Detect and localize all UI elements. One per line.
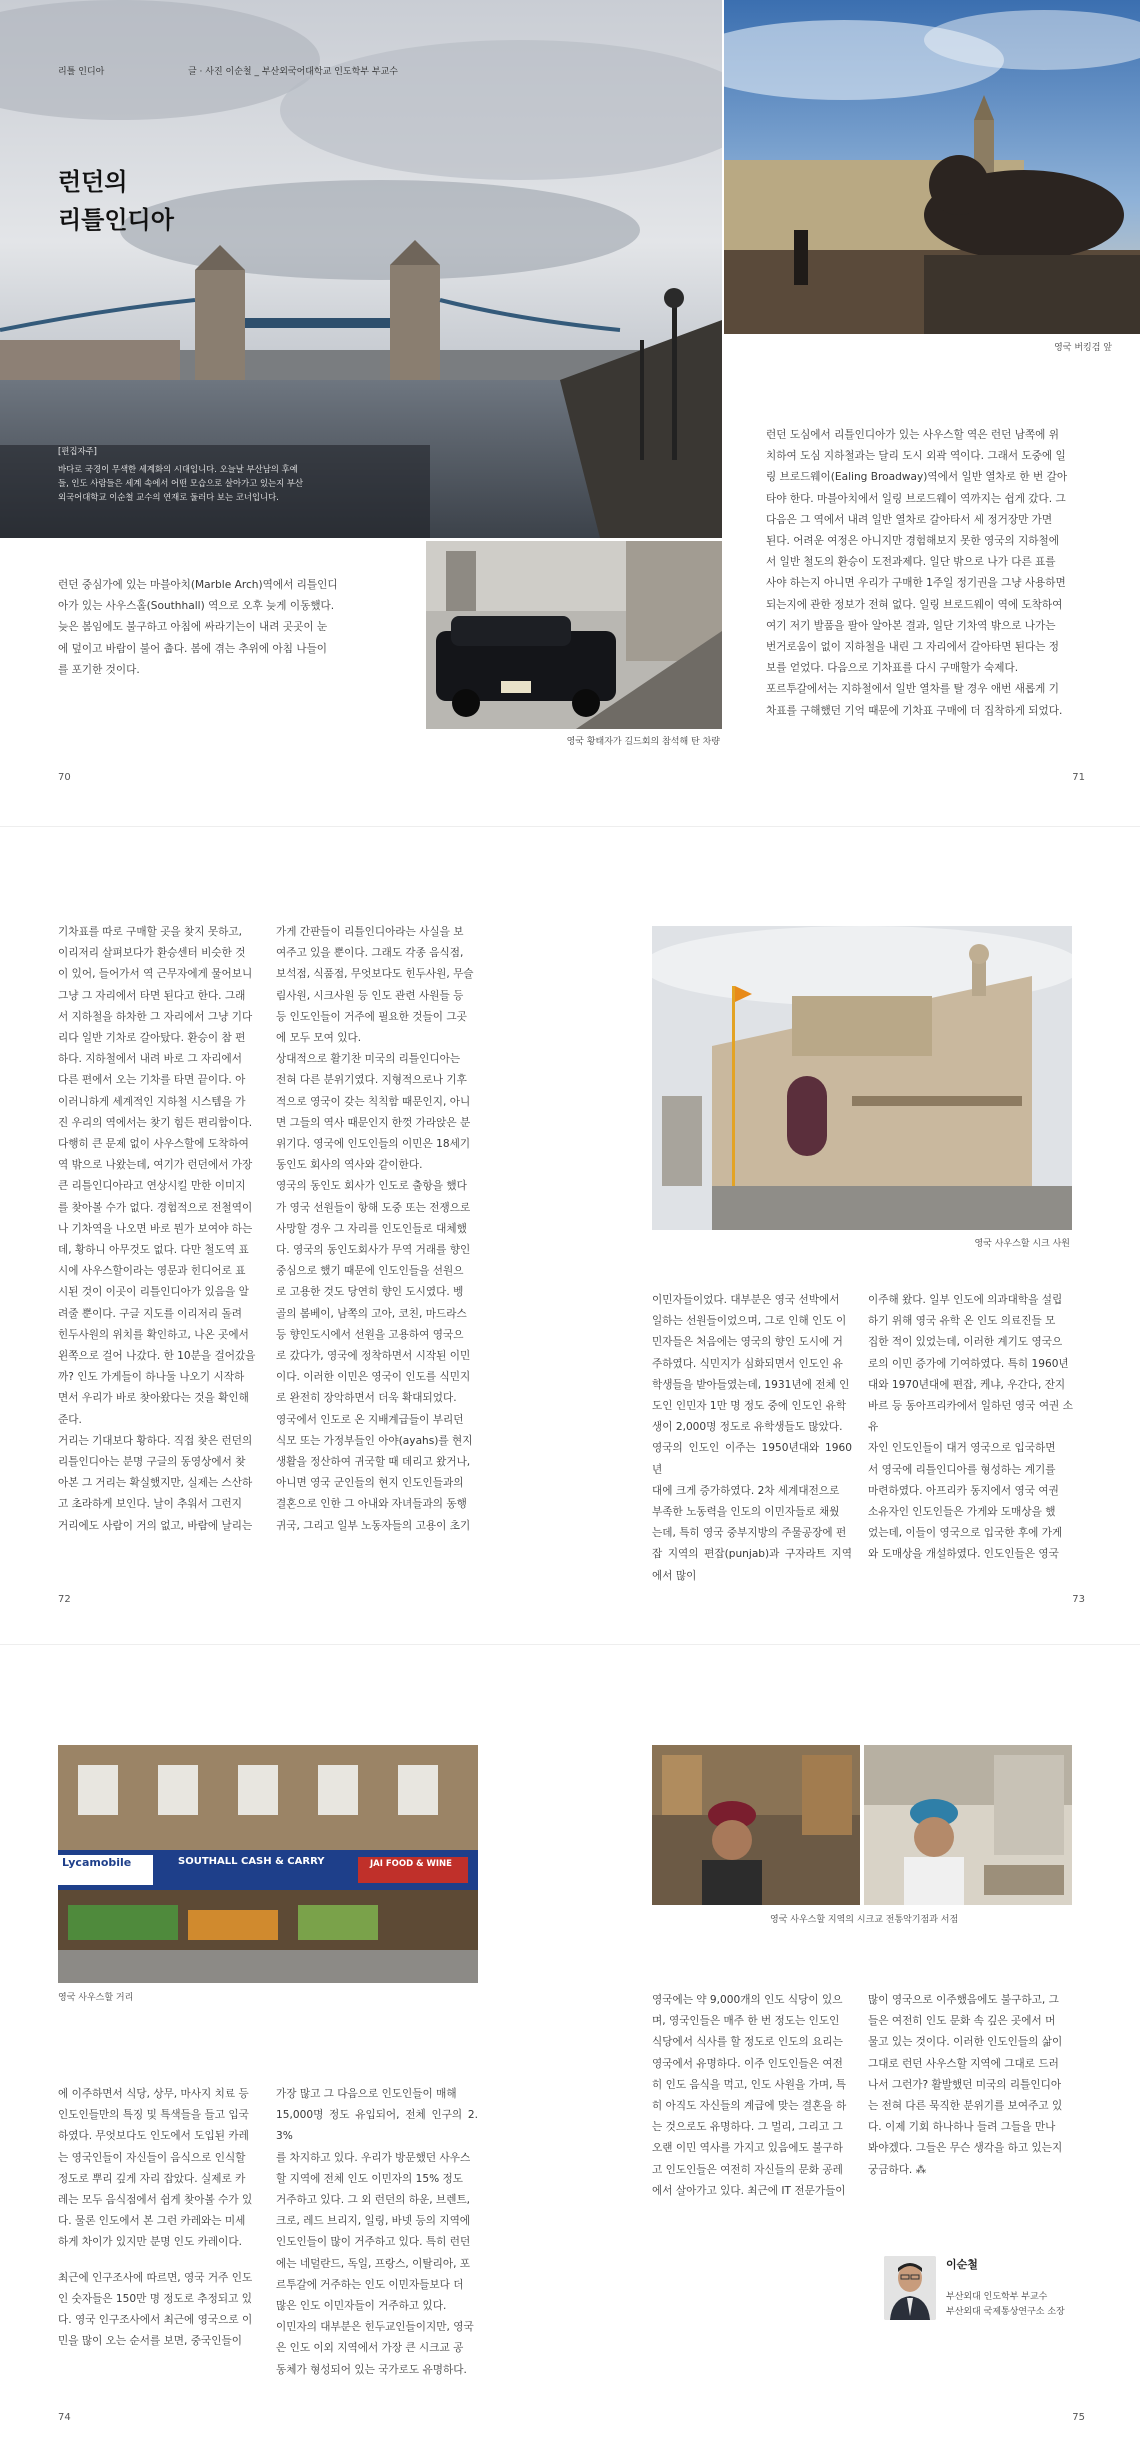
text-line: 면 그들의 역사 때문인지 한껏 가라앉은 분 <box>276 1116 471 1129</box>
text-line: 나 기차역을 나오면 바로 뭔가 보여야 하는 <box>58 1222 253 1235</box>
text-line: 물고 있는 것이다. 이러한 인도인들의 삶이 <box>868 2036 1063 2049</box>
section-label: 리틀 인디아 <box>58 67 105 77</box>
text-line: 다른 편에서 오는 기차를 타면 끝이다. 아 <box>58 1074 246 1087</box>
text-line: 여기 저기 발품을 팔아 알아본 결과, 일단 기차역 밖으로 나가는 <box>766 619 1056 632</box>
text-line: 에 모두 모여 있다. <box>276 1032 362 1045</box>
text-line: 나서 그런가? 활발했던 미국의 리틀인디아 <box>868 2078 1062 2091</box>
text-line: 아본 그 거리는 확실했지만, 실제는 스산하 <box>58 1477 253 1490</box>
text-line: 다행히 큰 문제 없이 사우스할에 도착하여 <box>58 1138 249 1151</box>
text-line: 오랜 이민 역사를 가지고 있음에도 불구하 <box>652 2142 843 2155</box>
text-line: 집한 적이 있었는데, 이러한 계기도 영국으 <box>868 1336 1063 1349</box>
text-line: 히 인도 음식을 먹고, 인도 사원을 가며, 특 <box>652 2078 847 2091</box>
spread1-left-text <box>58 575 350 681</box>
text-line: 도인 인민자 1만 명 정도 중에 인도인 유학 <box>652 1400 847 1413</box>
text-line: 된다. 어려운 여정은 아니지만 경험해보지 못한 영국의 지하철에 <box>766 535 1060 548</box>
text-line: 가장 많고 그 다음으로 인도인들이 매해 <box>276 2088 457 2100</box>
text-line: 와 도매상을 개설하였다. 인도인들은 영국 <box>868 1548 1059 1561</box>
text-line: 다음은 그 역에서 내려 일반 열차로 갈아타서 세 정거장만 가면 <box>766 513 1053 526</box>
trafalgar-lion-photo <box>724 0 1140 334</box>
text-line: 치하여 도심 지하철과는 달리 도시 외곽 역이다. 그래서 도중에 일 <box>766 450 1066 463</box>
text-line: 그대로 런던 사우스할 지역에 그대로 드러 <box>868 2057 1059 2070</box>
text-line: 대와 1970년대에 편잡, 케냐, 우간다, 잔지 <box>868 1378 1066 1391</box>
text-line: 기차표를 따로 구매할 곳을 찾지 못하고, <box>58 926 242 938</box>
text-line: 히 아직도 자신들의 계급에 맞는 결혼을 하 <box>652 2100 847 2113</box>
text-line: 왼쪽으로 걸어 나갔다. 한 10분을 걸어갔을 <box>58 1350 256 1363</box>
text-line: 민을 많이 오는 순서를 보면, 중국인들이 <box>58 2335 242 2348</box>
text-line: 에 덮이고 바람이 불어 춥다. 봄에 겪는 추위에 아침 나들이 <box>58 642 328 655</box>
text-line: 생활을 정산하여 귀국할 때 데리고 왔거나, <box>276 1456 471 1469</box>
spread3-col1 <box>58 2084 258 2352</box>
text-line: 대에 크게 증가하였다. 2차 세계대전으로 <box>652 1484 840 1497</box>
spread2-col3 <box>652 1290 852 1587</box>
text-line: 은 인도 이외 지역에서 가장 큰 시크교 공 <box>276 2342 464 2355</box>
text-line: 많이 영국으로 이주했음에도 불구하고, 그 <box>868 1994 1059 2006</box>
street-caption: 영국 사우스할 거리 <box>58 1993 134 2003</box>
page-number: 74 <box>58 2412 71 2423</box>
text-line: 영국에서 유명하다. 이주 인도인들은 여전 <box>652 2057 843 2070</box>
shop-caption: 영국 사우스할 지역의 시크교 전통악기점과 서점 <box>770 1915 959 1925</box>
text-line: 적으로 영국이 갖는 칙칙함 때문인지, 아니 <box>276 1095 471 1108</box>
author-name: 이순철 <box>946 2258 978 2271</box>
sign-southall-cash-carry: SOUTHALL CASH & CARRY <box>178 1856 325 1867</box>
text-line: 역 밖으로 나왔는데, 여기가 런던에서 가장 <box>58 1159 253 1172</box>
text-line: 리틀인디아는 분명 구글의 동영상에서 찾 <box>58 1456 246 1469</box>
editor-note-line: 바다로 국경이 무색한 세계화의 시대입니다. 오늘날 부산남의 후예 <box>58 464 298 474</box>
text-line: 등 인도인들이 거주에 필요한 것들이 그곳 <box>276 1010 467 1023</box>
text-line: 사망할 경우 그 자리를 인도인들로 대체했 <box>276 1222 467 1235</box>
text-line: 에는 네덜란드, 독일, 프랑스, 이탈리아, 포 <box>276 2257 471 2270</box>
text-line: 르투갈에 거주하는 인도 이민자들보다 더 <box>276 2278 464 2291</box>
author-line: 부산외대 국제통상연구소 소장 <box>946 2307 1065 2317</box>
spread3-col2 <box>276 2084 478 2381</box>
editor-note <box>58 444 348 504</box>
text-line: 서 일반 철도의 환승이 도전과제다. 일단 밖으로 나가 다른 표를 <box>766 556 1056 569</box>
rolls-royce-photo <box>426 541 722 729</box>
text-line: 로 고용한 것도 당연히 향인 도시였다. 벵 <box>276 1286 464 1299</box>
text-line: 인도인들만의 특징 및 특색들을 들고 입국 <box>58 2109 249 2122</box>
text-line: 봐야겠다. 그들은 무슨 생각을 하고 있는지 <box>868 2142 1063 2155</box>
spread2-col2 <box>276 922 476 1537</box>
page-number: 73 <box>1072 1594 1085 1605</box>
text-line: 소유자인 인도인들은 가게와 도매상을 했 <box>868 1506 1056 1519</box>
text-line: 최근에 인구조사에 따르면, 영국 거주 인도 <box>58 2271 253 2284</box>
spread2-col1 <box>58 922 258 1537</box>
text-line: 식모 또는 가정부들인 아야(ayahs)를 현지 <box>276 1434 473 1447</box>
editor-note-heading: [편집자주] <box>58 446 97 456</box>
text-line: 다. 이제 기회 하나하나 들려 그들을 만나 <box>868 2121 1056 2134</box>
text-line: 하다. 지하철에서 내려 바로 그 자리에서 <box>58 1053 242 1066</box>
text-line: 차표를 구해했던 기억 때문에 기차표 구매에 더 집착하게 되었다. <box>766 704 1063 717</box>
text-line: 위기다. 영국에 인도인들의 이민은 18세기 <box>276 1138 471 1151</box>
page-number: 71 <box>1072 772 1085 783</box>
text-line: 영국의 인도인 이주는 1950년대와 1960년 <box>652 1442 852 1476</box>
text-line: 하였다. 무엇보다도 인도에서 도입된 카레 <box>58 2130 249 2143</box>
text-line: 이리저리 살펴보다가 환승센터 비슷한 것 <box>58 947 246 960</box>
text-line: 런던 도심에서 리틀인디아가 있는 사우스할 역은 런던 남쪽에 위 <box>766 429 1060 441</box>
text-line: 아가 있는 사우스홀(Southhall) 역으로 오후 늦게 이동했다. <box>58 600 335 613</box>
text-line: 다. 영국의 동인도회사가 무역 거래를 향인 <box>276 1244 471 1257</box>
text-line: 잡 지역의 편잡(punjab)과 구자라트 지역에서 많이 <box>652 1548 852 1582</box>
text-line: 가 영국 선원들이 항해 도중 또는 전쟁으로 <box>276 1201 471 1214</box>
text-line: 마련하였다. 아프리카 동지에서 영국 여권 <box>868 1484 1059 1497</box>
text-line: 영국에는 약 9,000개의 인도 식당이 있으 <box>652 1994 843 2006</box>
text-line: 를 찾아볼 수가 없다. 경험적으로 전철역이 <box>58 1201 253 1214</box>
instrument-shop-photo-1 <box>652 1745 860 1905</box>
text-line: 다. 물론 인도에서 본 그런 카레와는 미세 <box>58 2215 246 2228</box>
text-line: 사야 하는지 아니면 우리가 구매한 1주일 정기권을 그냥 사용하면 <box>766 577 1066 590</box>
text-line: 이민자의 대부분은 힌두교인들이지만, 영국 <box>276 2321 474 2334</box>
text-line: 학생들을 받아들였는데, 1931년에 전체 인 <box>652 1378 850 1391</box>
text-line: 할 지역에 전체 인도 이민자의 15% 정도 <box>276 2172 464 2185</box>
text-line: 었는데, 이들이 영국으로 입국한 후에 가게 <box>868 1527 1063 1540</box>
byline: 글 · 사진 이순철 _ 부산외국어대학교 인도학부 부교수 <box>188 67 398 77</box>
text-line: 는데, 특히 영국 중부지방의 주물공장에 펀 <box>652 1527 847 1540</box>
page-number: 70 <box>58 772 71 783</box>
text-line: 여주고 있을 뿐이다. 그래도 각종 음식점, <box>276 947 464 960</box>
spread-divider <box>0 826 1140 827</box>
spread3-col3 <box>652 1990 852 2202</box>
text-line: 로의 이민 증가에 기여하였다. 특히 1960년 <box>868 1357 1069 1370</box>
text-line: 궁금하다. ⁂ <box>868 2163 927 2176</box>
text-line: 영국에서 인도로 온 지배계급들이 부리던 <box>276 1413 464 1426</box>
text-line: 려줄 뿐이다. 구글 지도를 이리저리 돌려 <box>58 1307 242 1320</box>
text-line: 런던 중심가에 있는 마블아치(Marble Arch)역에서 리틀인디 <box>58 579 338 591</box>
text-line: 가게 간판들이 리틀인디아라는 사실을 보 <box>276 926 464 938</box>
text-line: 결혼으로 인한 그 아내와 자녀들과의 동행 <box>276 1498 467 1511</box>
text-line: 아니면 영국 군인들의 현지 인도인들과의 <box>276 1477 464 1490</box>
text-line: 진 우리의 역에서는 찾기 힘든 편리함이다. <box>58 1116 253 1129</box>
text-line: 동체가 형성되어 있는 국가로도 유명하다. <box>276 2363 467 2376</box>
text-line: 를 포기한 것이다. <box>58 663 140 676</box>
text-line: 거리는 기대보다 황하다. 직접 찾은 런던의 <box>58 1434 253 1447</box>
text-line: 전혀 다른 분위기였다. 지형적으로나 기후 <box>276 1074 467 1087</box>
text-line: 번거로움이 없이 지하철을 내린 그 자리에서 갈아타면 된다는 정 <box>766 641 1060 654</box>
text-line: 까? 인도 가게들이 하나둘 나오기 시작하 <box>58 1371 245 1384</box>
text-line: 중심으로 했기 때문에 인도인들을 선원으 <box>276 1265 464 1278</box>
author-line: 부산외대 인도학부 부교수 <box>946 2292 1048 2302</box>
text-line: 큰 리틀인디아라고 연상시킬 만한 이미지 <box>58 1180 246 1193</box>
car-caption: 영국 황태자가 길드회의 참석해 탄 차량 <box>566 737 720 747</box>
text-line: 이러니하게 세계적인 지하철 시스템을 가 <box>58 1095 246 1108</box>
editor-note-line: 들, 인도 사람들은 세계 속에서 어떤 모습으로 살아가고 있는지 부산 <box>58 478 304 488</box>
text-line: 늦은 봄임에도 불구하고 아침에 싸라기는이 내려 곳곳이 눈 <box>58 621 328 634</box>
text-line: 에서 살아가고 있다. 최근에 IT 전문가들이 <box>652 2184 846 2197</box>
text-line: 골의 봄베이, 남쪽의 고아, 코친, 마드라스 <box>276 1307 467 1320</box>
spread3-col4 <box>868 1990 1073 2181</box>
text-line: 인도인들이 많이 거주하고 있다. 특히 런던 <box>276 2236 471 2249</box>
spread1-right-text <box>766 425 1096 722</box>
spread2-col4 <box>868 1290 1073 1566</box>
text-line: 로 갔다가, 영국에 정착하면서 시작된 이민 <box>276 1350 471 1363</box>
text-line: 이다. 이러한 이민은 영국이 인도를 식민지 <box>276 1371 471 1384</box>
text-line: 하기 위해 영국 유학 온 인도 의료진들 모 <box>868 1315 1056 1328</box>
text-line: 에 이주하면서 식당, 상무, 마사지 치료 등 <box>58 2088 249 2100</box>
title-line-1: 런던의 <box>58 168 128 196</box>
article-title <box>58 163 174 239</box>
author-affiliation <box>946 2290 1065 2320</box>
text-line: 시에 사우스할이라는 영문과 힌디어로 표 <box>58 1265 246 1278</box>
text-line: 영국의 동인도 회사가 인도로 출항을 했다 <box>276 1180 467 1193</box>
text-line: 포르투갈에서는 지하철에서 일반 열차를 탈 경우 애번 새롭게 기 <box>766 683 1060 696</box>
text-line: 데, 황하니 아무것도 없다. 다만 철도역 표 <box>58 1244 249 1257</box>
text-line: 다. 영국 인구조사에서 최근에 영국으로 이 <box>58 2314 253 2327</box>
text-line: 많은 인도 이민자들이 거주하고 있다. <box>276 2300 447 2313</box>
text-line: 부족한 노동력을 인도의 이민자들로 채웠 <box>652 1506 840 1519</box>
spread-divider <box>0 1644 1140 1645</box>
text-line: 힌두사원의 위치를 확인하고, 나온 곳에서 <box>58 1328 249 1341</box>
text-line: 생이 2,000명 정도로 유학생들도 많았다. <box>652 1421 843 1434</box>
text-line: 시된 것이 이곳이 리틀인디아가 있음을 알 <box>58 1286 249 1299</box>
text-line: 주하였다. 식민지가 심화되면서 인도인 유 <box>652 1357 843 1370</box>
text-line: 준다. <box>58 1413 82 1426</box>
text-line: 타야 한다. 마블아치에서 일링 브로드웨이 역까지는 쉽게 갔다. 그 <box>766 492 1066 505</box>
text-line: 보석점, 식품점, 무엇보다도 힌두사원, 무슬 <box>276 968 474 981</box>
text-line: 거리에도 사람이 거의 없고, 바람에 날리는 <box>58 1519 253 1532</box>
text-line: 거주하고 있다. 그 외 런던의 하운, 브렌트, <box>276 2194 471 2207</box>
text-line: 바르 등 동아프리카에서 일하던 영국 여권 소유 <box>868 1400 1073 1434</box>
editor-note-line: 외국어대학교 이순철 교수의 연재로 둘러다 보는 코너입니다. <box>58 492 279 502</box>
text-line: 는 전혀 다른 묵직한 분위기를 보여주고 있 <box>868 2100 1063 2113</box>
sign-jai-food-wine: JAI FOOD & WINE <box>370 1859 452 1869</box>
sign-lycamobile: Lycamobile <box>62 1856 132 1869</box>
text-line: 인 숫자들은 150만 명 정도로 추정되고 있 <box>58 2292 252 2305</box>
text-line: 되는지에 관한 정보가 전혀 없다. 일링 브로드웨이 역에 도착하여 <box>766 598 1063 611</box>
text-line: 15,000명 정도 유입되어, 전체 인구의 2.3% <box>276 2109 478 2143</box>
text-line: 귀국, 그리고 일부 노동자들의 고용이 초기 <box>276 1519 471 1532</box>
text-line: 를 차지하고 있다. 우리가 방문했던 사우스 <box>276 2151 471 2164</box>
text-line: 상대적으로 활기찬 미국의 리틀인디아는 <box>276 1053 461 1066</box>
page-number: 72 <box>58 1594 71 1605</box>
text-line: 이주해 왔다. 일부 인도에 의과대학을 설립 <box>868 1294 1063 1306</box>
text-line: 림사원, 시크사원 등 인도 관련 사원들 등 <box>276 989 464 1002</box>
text-line: 식당에서 식사를 할 정도로 인도의 요리는 <box>652 2036 843 2049</box>
lion-caption: 영국 버킹검 앞 <box>1054 343 1112 353</box>
text-line: 동인도 회사의 역사와 같이한다. <box>276 1159 423 1172</box>
text-line: 들은 여전히 인도 문화 속 깊은 곳에서 머 <box>868 2015 1056 2028</box>
text-line: 는 것으로도 유명하다. 그 멀리, 그리고 그 <box>652 2121 843 2134</box>
text-line: 며, 영국인들은 매주 한 번 정도는 인도인 <box>652 2015 840 2028</box>
text-line: 링 브로드웨이(Ealing Broadway)역에서 일반 열차로 한 번 갈아 <box>766 471 1068 484</box>
text-line: 그냥 그 자리에서 타면 된다고 한다. 그래 <box>58 989 246 1002</box>
text-line: 보를 얻었다. 다음으로 기차표를 다시 구매할가 숙제다. <box>766 662 1019 675</box>
text-line: 정도로 뿌리 깊게 자리 잡았다. 실제로 카 <box>58 2172 246 2185</box>
text-line: 등 향인도시에서 선원을 고용하여 영국으 <box>276 1328 464 1341</box>
text-line <box>58 2254 258 2268</box>
text-line: 고 인도인들은 여전히 자신들의 문화 공레 <box>652 2163 843 2176</box>
page-number: 75 <box>1072 2412 1085 2423</box>
text-line: 일하는 선원들이었으며, 그로 인해 인도 이 <box>652 1315 847 1328</box>
text-line: 레는 모두 음식점에서 쉽게 찾아볼 수가 있 <box>58 2194 253 2207</box>
text-line: 고 초라하게 보인다. 날이 추워서 그런지 <box>58 1498 242 1511</box>
author-avatar <box>884 2256 936 2320</box>
instrument-shop-photo-2 <box>864 1745 1072 1905</box>
text-line: 민자들은 처음에는 영국의 향인 도시에 거 <box>652 1336 843 1349</box>
text-line: 이민자들이었다. 대부분은 영국 선박에서 <box>652 1294 840 1306</box>
text-line: 서 영국에 리틀인디아를 형성하는 계기를 <box>868 1463 1056 1476</box>
text-line: 자인 인도인들이 대거 영국으로 입국하면 <box>868 1442 1056 1455</box>
sikh-temple-photo <box>652 926 1072 1230</box>
text-line: 하게 차이가 있지만 분명 인도 카레이다. <box>58 2236 242 2249</box>
text-line: 면서 우리가 바로 찾아왔다는 것을 확인해 <box>58 1392 249 1405</box>
temple-caption: 영국 사우스할 시크 사원 <box>974 1239 1070 1249</box>
text-line: 서 지하철을 하차한 그 자리에서 그냥 기다 <box>58 1010 253 1023</box>
text-line: 크로, 레드 브리지, 일링, 바넷 등의 지역에 <box>276 2215 471 2228</box>
text-line: 이 있어, 들어가서 역 근무자에게 물어보니 <box>58 968 253 981</box>
text-line: 리다 일반 기차로 갈아탔다. 환승이 참 편 <box>58 1032 246 1045</box>
title-line-2: 리틀인디아 <box>58 206 174 234</box>
text-line: 는 영국인들이 자신들이 음식으로 인식할 <box>58 2151 246 2164</box>
text-line: 로 완전히 장악하면서 더욱 확대되었다. <box>276 1392 457 1405</box>
